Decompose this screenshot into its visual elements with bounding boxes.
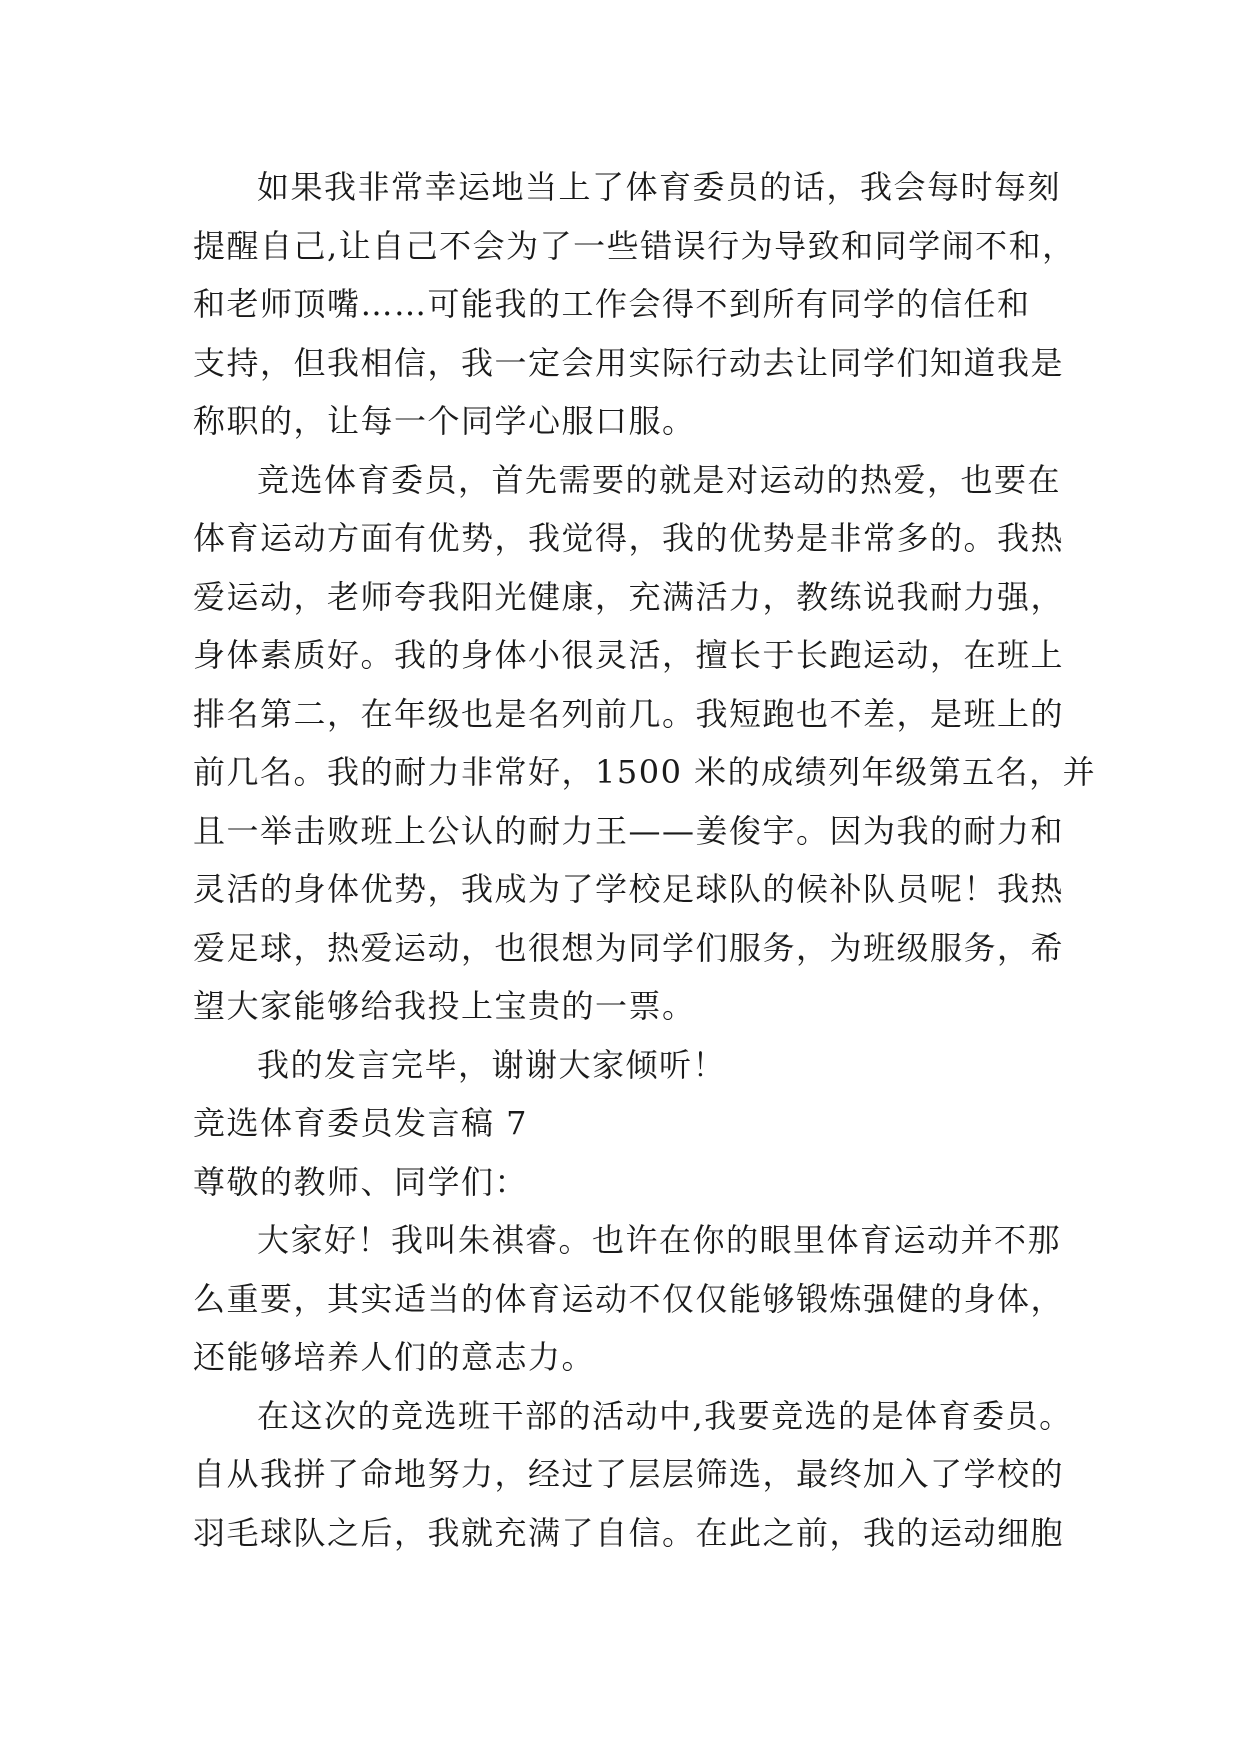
text-line: 和老师顶嘴……可能我的工作会得不到所有同学的信任和 <box>193 285 1031 323</box>
section-heading: 竞选体育委员发言稿 7 <box>193 1104 529 1142</box>
text-line: 提醒自己,让自己不会为了一些错误行为导致和同学闹不和， <box>193 226 1076 265</box>
text-line: 羽毛球队之后，我就充满了自信。在此之前，我的运动细胞 <box>193 1513 1065 1552</box>
salutation: 尊敬的教师、同学们： <box>193 1162 529 1201</box>
text-line: 排名第二，在年级也是名列前几。我短跑也不差，是班上的 <box>193 694 1065 733</box>
text-line: 前几名。我的耐力非常好，1500 米的成绩列年级第五名，并 <box>193 753 1097 791</box>
text-line: 灵活的身体优势，我成为了学校足球队的候补队员呢！我热 <box>193 870 1065 908</box>
text-line: 支持，但我相信，我一定会用实际行动去让同学们知道我是 <box>193 343 1065 382</box>
text-line: 么重要，其实适当的体育运动不仅仅能够锻炼强健的身体， <box>193 1279 1065 1318</box>
text-line: 还能够培养人们的意志力。 <box>193 1338 596 1376</box>
text-line: 自从我拼了命地努力，经过了层层筛选，最终加入了学校的 <box>193 1455 1065 1493</box>
text-line: 望大家能够给我投上宝贵的一票。 <box>193 987 696 1025</box>
text-line: 身体素质好。我的身体小很灵活，擅长于长跑运动，在班上 <box>193 636 1065 674</box>
text-line: 爱运动，老师夸我阳光健康，充满活力，教练说我耐力强， <box>193 577 1065 616</box>
text-line: 爱足球，热爱运动，也很想为同学们服务，为班级服务，希 <box>193 928 1065 967</box>
text-line: 在这次的竞选班干部的活动中,我要竞选的是体育委员。 <box>257 1396 1073 1435</box>
text-line: 我的发言完毕，谢谢大家倾听！ <box>257 1045 727 1084</box>
text-line: 大家好！我叫朱祺睿。也许在你的眼里体育运动并不那 <box>257 1221 1062 1259</box>
text-line: 称职的，让每一个同学心服口服。 <box>193 402 696 440</box>
text-line: 如果我非常幸运地当上了体育委员的话，我会每时每刻 <box>257 168 1062 206</box>
document-body <box>193 158 1097 1562</box>
text-line: 且一举击败班上公认的耐力王——姜俊宇。因为我的耐力和 <box>193 811 1065 850</box>
text-line: 体育运动方面有优势，我觉得，我的优势是非常多的。我热 <box>193 519 1065 557</box>
text-line: 竞选体育委员，首先需要的就是对运动的热爱，也要在 <box>257 460 1062 499</box>
